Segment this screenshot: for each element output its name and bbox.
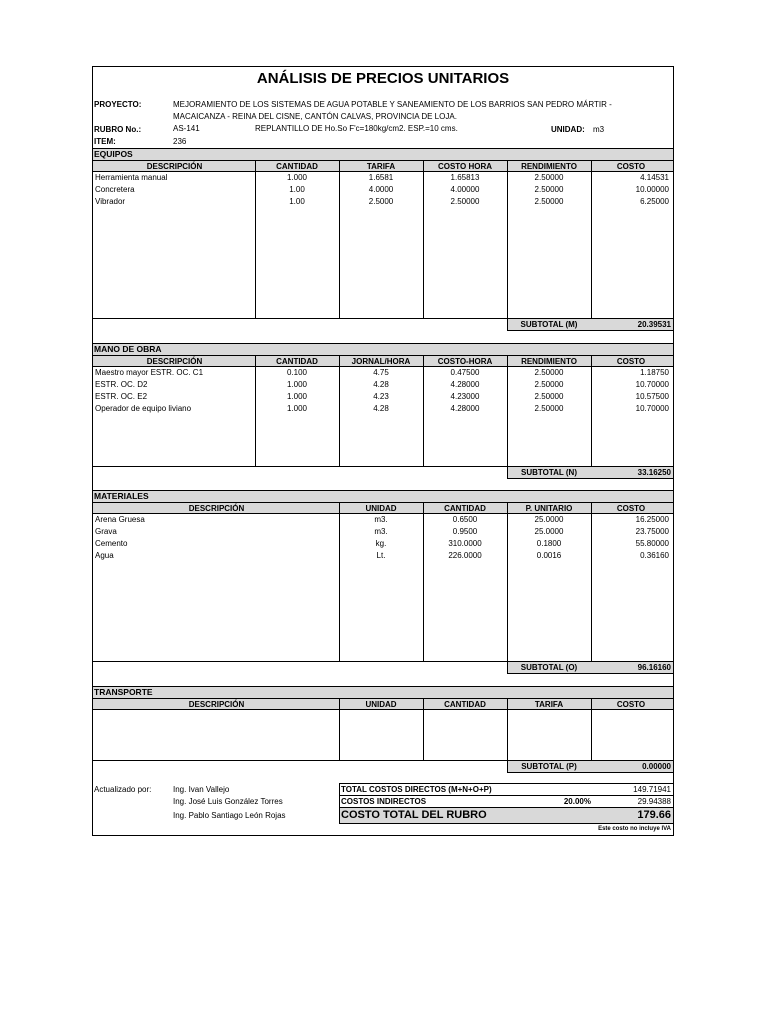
rubro-description: REPLANTILLO DE Ho.So F'c=180kg/cm2. ESP.=10 cms. bbox=[255, 124, 458, 133]
mano-obra-row-3-cell-5: 10.70000 bbox=[635, 404, 669, 413]
mano-obra-row-1-cell-3: 4.28000 bbox=[450, 380, 480, 389]
materiales-row-0-cell-3: 25.0000 bbox=[534, 515, 564, 524]
equipos-row-2-cell-0: Vibrador bbox=[95, 197, 126, 206]
indirectos-label: COSTOS INDIRECTOS bbox=[341, 797, 427, 806]
proyecto-line2: MACAICANZA - REINA DEL CISNE, CANTÓN CALVAS, PROVINCIA DE LOJA. bbox=[173, 112, 457, 121]
equipos-row-1-cell-5: 10.00000 bbox=[635, 185, 669, 194]
materiales-row-2-cell-3: 0.1800 bbox=[536, 539, 562, 548]
mano-obra-row-3-cell-0: Operador de equipo liviano bbox=[95, 404, 192, 413]
price-analysis-sheet bbox=[92, 66, 674, 836]
equipos-row-0-cell-5: 4.14531 bbox=[640, 173, 669, 182]
materiales-row-2-cell-4: 55.80000 bbox=[635, 539, 669, 548]
equipos-row-1-cell-3: 4.00000 bbox=[450, 185, 480, 194]
mano-obra-header-0: DESCRIPCIÓN bbox=[146, 357, 203, 366]
equipos-row-2-cell-2: 2.5000 bbox=[368, 197, 394, 206]
mano-obra-row-3-cell-3: 4.28000 bbox=[450, 404, 480, 413]
equipos-row-1-cell-2: 4.0000 bbox=[368, 185, 394, 194]
mano-obra-row-2-cell-4: 2.50000 bbox=[534, 392, 564, 401]
total-rubro-value: 179.66 bbox=[637, 809, 671, 821]
rubro-label: RUBRO No.: bbox=[94, 125, 142, 134]
person-1: Ing. Ivan Vallejo bbox=[173, 785, 230, 794]
unidad-label: UNIDAD: bbox=[551, 125, 585, 134]
person-2: Ing. José Luis González Torres bbox=[173, 797, 283, 806]
mano-obra-row-2-cell-0: ESTR. OC. E2 bbox=[95, 392, 148, 401]
equipos-row-0-cell-2: 1.6581 bbox=[368, 173, 394, 182]
mano-obra-row-3-cell-1: 1.000 bbox=[286, 404, 308, 413]
materiales-header-0: DESCRIPCIÓN bbox=[188, 504, 245, 513]
materiales-subtotal-value: 96.16160 bbox=[637, 663, 671, 672]
mano-obra-row-2-cell-5: 10.57500 bbox=[635, 392, 669, 401]
equipos-row-2-cell-3: 2.50000 bbox=[450, 197, 480, 206]
equipos-subtotal-value: 20.39531 bbox=[637, 320, 671, 329]
transporte-header-3: TARIFA bbox=[534, 700, 564, 709]
materiales-row-3-cell-3: 0.0016 bbox=[536, 551, 562, 560]
transporte-section-title: TRANSPORTE bbox=[94, 687, 153, 697]
materiales-header-2: CANTIDAD bbox=[444, 504, 486, 513]
materiales-row-1-cell-3: 25.0000 bbox=[534, 527, 564, 536]
mano-obra-row-1-cell-0: ESTR. OC. D2 bbox=[95, 380, 148, 389]
equipos-row-1-cell-0: Concretera bbox=[95, 185, 135, 194]
mano-obra-row-2-cell-3: 4.23000 bbox=[450, 392, 480, 401]
unidad-value: m3 bbox=[593, 125, 605, 134]
materiales-row-0-cell-4: 16.25000 bbox=[635, 515, 669, 524]
equipos-header-4: RENDIMIENTO bbox=[521, 162, 577, 171]
materiales-header-1: UNIDAD bbox=[365, 504, 397, 513]
transporte-subtotal-label: SUBTOTAL (P) bbox=[521, 762, 577, 771]
mano-obra-subtotal-label: SUBTOTAL (N) bbox=[521, 468, 577, 477]
mano-obra-header-2: JORNAL/HORA bbox=[351, 357, 411, 366]
equipos-header-2: TARIFA bbox=[366, 162, 396, 171]
item-value: 236 bbox=[173, 137, 187, 146]
materiales-row-1-cell-0: Grava bbox=[95, 527, 117, 536]
equipos-row-0-cell-3: 1.65813 bbox=[450, 173, 480, 182]
item-label: ITEM: bbox=[94, 137, 116, 146]
materiales-row-0-cell-0: Arena Gruesa bbox=[95, 515, 145, 524]
total-directos-label: TOTAL COSTOS DIRECTOS (M+N+O+P) bbox=[341, 785, 492, 794]
rubro-code: AS-141 bbox=[173, 124, 200, 133]
mano-obra-row-0-cell-0: Maestro mayor ESTR. OC. C1 bbox=[95, 368, 204, 377]
proyecto-line1: MEJORAMIENTO DE LOS SISTEMAS DE AGUA POTABLE Y SANEAMIENTO DE LOS BARRIOS SAN PEDRO MÁRTIR - bbox=[173, 100, 612, 109]
mano-obra-row-2-cell-2: 4.23 bbox=[373, 392, 389, 401]
materiales-row-0-cell-2: 0.6500 bbox=[452, 515, 478, 524]
equipos-row-2-cell-1: 1.00 bbox=[289, 197, 305, 206]
transporte-header-0: DESCRIPCIÓN bbox=[188, 700, 245, 709]
materiales-row-2-cell-0: Cemento bbox=[95, 539, 128, 548]
total-directos-value: 149.71941 bbox=[633, 785, 671, 794]
mano-obra-section-title: MANO DE OBRA bbox=[94, 344, 162, 354]
equipos-row-0-cell-0: Herramienta manual bbox=[95, 173, 168, 182]
total-rubro-label: COSTO TOTAL DEL RUBRO bbox=[341, 809, 487, 821]
mano-obra-row-0-cell-4: 2.50000 bbox=[534, 368, 564, 377]
mano-obra-header-4: RENDIMIENTO bbox=[521, 357, 577, 366]
transporte-header-4: COSTO bbox=[616, 700, 646, 709]
mano-obra-header-1: CANTIDAD bbox=[276, 357, 318, 366]
mano-obra-row-3-cell-2: 4.28 bbox=[373, 404, 389, 413]
proyecto-label: PROYECTO: bbox=[94, 100, 142, 109]
mano-obra-row-0-cell-3: 0.47500 bbox=[450, 368, 480, 377]
mano-obra-row-1-cell-4: 2.50000 bbox=[534, 380, 564, 389]
materiales-row-3-cell-0: Agua bbox=[95, 551, 114, 560]
transporte-header-1: UNIDAD bbox=[365, 700, 397, 709]
materiales-row-1-cell-2: 0.9500 bbox=[452, 527, 478, 536]
person-3: Ing. Pablo Santiago León Rojas bbox=[173, 811, 286, 820]
page-title: ANÁLISIS DE PRECIOS UNITARIOS bbox=[256, 70, 510, 87]
mano-obra-row-0-cell-1: 0.100 bbox=[286, 368, 308, 377]
equipos-row-2-cell-4: 2.50000 bbox=[534, 197, 564, 206]
equipos-row-2-cell-5: 6.25000 bbox=[640, 197, 669, 206]
iva-note: Este costo no incluye IVA bbox=[598, 826, 671, 832]
indirectos-percent: 20.00% bbox=[563, 797, 591, 806]
materiales-row-1-cell-1: m3. bbox=[374, 527, 388, 536]
equipos-row-1-cell-4: 2.50000 bbox=[534, 185, 564, 194]
equipos-row-1-cell-1: 1.00 bbox=[289, 185, 305, 194]
transporte-header-2: CANTIDAD bbox=[444, 700, 486, 709]
mano-obra-row-2-cell-1: 1.000 bbox=[286, 392, 308, 401]
equipos-section-title: EQUIPOS bbox=[94, 149, 133, 159]
materiales-row-0-cell-1: m3. bbox=[374, 515, 388, 524]
materiales-row-3-cell-4: 0.36160 bbox=[640, 551, 669, 560]
equipos-header-5: COSTO bbox=[616, 162, 646, 171]
mano-obra-row-0-cell-2: 4.75 bbox=[373, 368, 389, 377]
equipos-row-0-cell-4: 2.50000 bbox=[534, 173, 564, 182]
transporte-subtotal-value: 0.00000 bbox=[642, 762, 671, 771]
mano-obra-header-3: COSTO-HORA bbox=[437, 357, 493, 366]
materiales-header-3: P. UNITARIO bbox=[525, 504, 573, 513]
indirectos-value: 29.94388 bbox=[637, 797, 671, 806]
materiales-row-3-cell-1: Lt. bbox=[376, 551, 386, 560]
mano-obra-row-1-cell-2: 4.28 bbox=[373, 380, 389, 389]
mano-obra-row-3-cell-4: 2.50000 bbox=[534, 404, 564, 413]
materiales-subtotal-label: SUBTOTAL (O) bbox=[520, 663, 578, 672]
materiales-row-3-cell-2: 226.0000 bbox=[448, 551, 482, 560]
materiales-row-2-cell-1: kg. bbox=[375, 539, 387, 548]
materiales-header-4: COSTO bbox=[616, 504, 646, 513]
mano-obra-header-5: COSTO bbox=[616, 357, 646, 366]
actualizado-label: Actualizado por: bbox=[94, 785, 152, 794]
mano-obra-row-1-cell-1: 1.000 bbox=[286, 380, 308, 389]
equipos-subtotal-label: SUBTOTAL (M) bbox=[520, 320, 578, 329]
materiales-row-2-cell-2: 310.0000 bbox=[448, 539, 482, 548]
equipos-header-1: CANTIDAD bbox=[276, 162, 318, 171]
mano-obra-row-0-cell-5: 1.18750 bbox=[640, 368, 669, 377]
mano-obra-subtotal-value: 33.16250 bbox=[637, 468, 671, 477]
materiales-section-title: MATERIALES bbox=[94, 491, 149, 501]
materiales-row-1-cell-4: 23.75000 bbox=[635, 527, 669, 536]
mano-obra-row-1-cell-5: 10.70000 bbox=[635, 380, 669, 389]
equipos-row-0-cell-1: 1.000 bbox=[286, 173, 308, 182]
equipos-header-0: DESCRIPCIÓN bbox=[146, 162, 203, 171]
equipos-header-3: COSTO HORA bbox=[437, 162, 493, 171]
